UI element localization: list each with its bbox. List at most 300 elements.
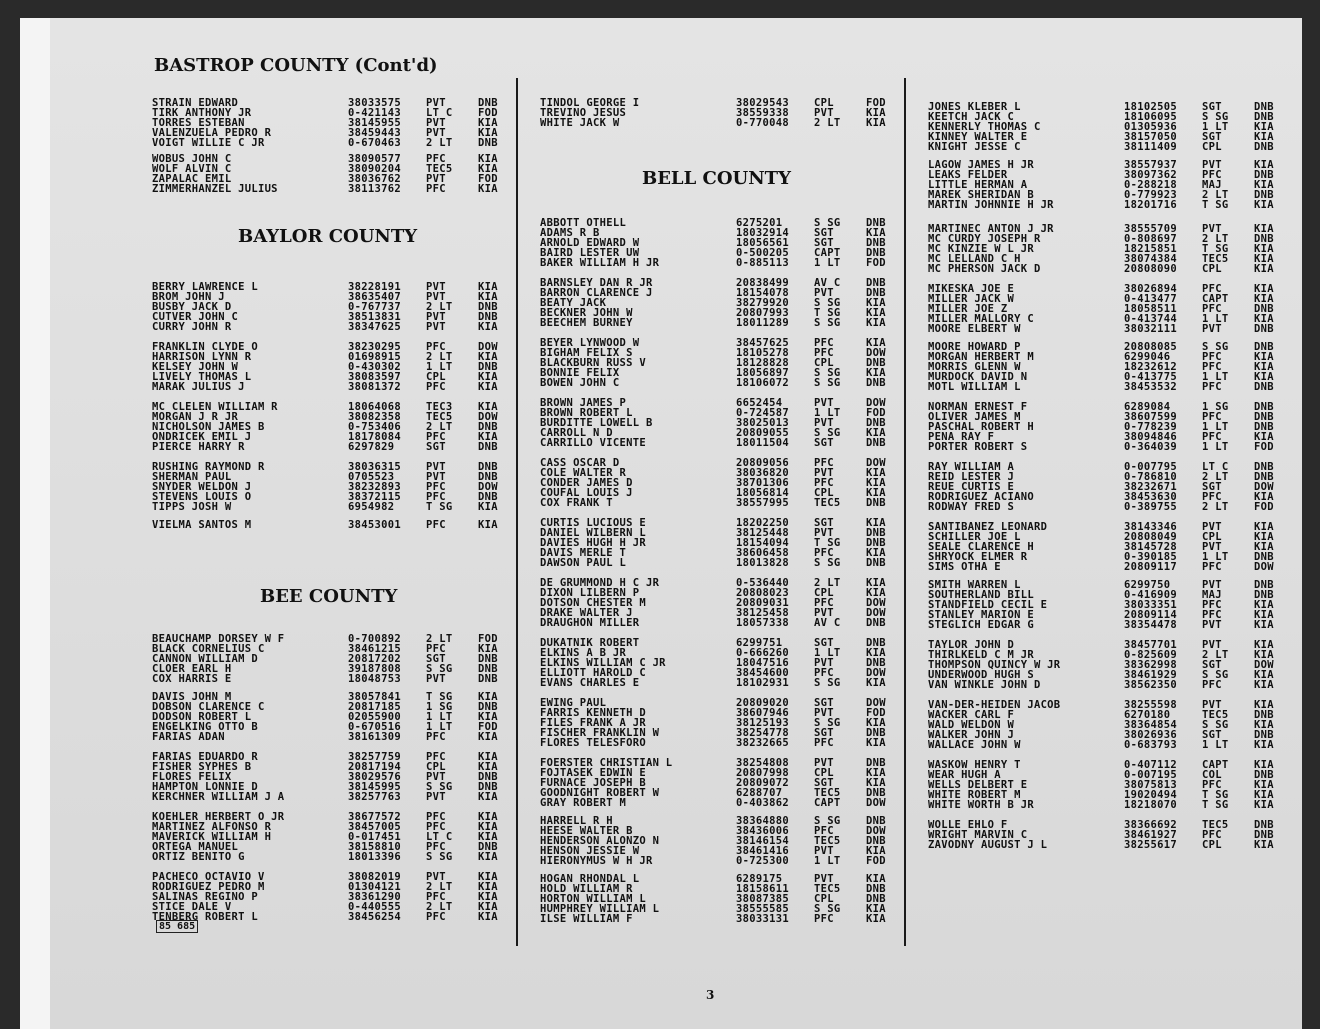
rank: PFC bbox=[1202, 304, 1222, 314]
serial-number: 38094846 bbox=[1124, 432, 1177, 442]
status: DNB bbox=[1254, 770, 1274, 780]
serial-number: 38457005 bbox=[348, 822, 401, 832]
rank: CPL bbox=[426, 762, 446, 772]
status: DNB bbox=[1254, 730, 1274, 740]
name: SALINAS REGINO P bbox=[152, 892, 258, 902]
status: KIA bbox=[866, 318, 886, 328]
rank: SGT bbox=[814, 518, 834, 528]
name: MC KINZIE W L JR bbox=[928, 244, 1034, 254]
name: WELLS DELBERT E bbox=[928, 780, 1028, 790]
status: KIA bbox=[866, 738, 886, 748]
name: KENNERLY THOMAS C bbox=[928, 122, 1041, 132]
status: KIA bbox=[478, 322, 498, 332]
name: MARAK JULIUS J bbox=[152, 382, 245, 392]
rank: 2 LT bbox=[426, 882, 453, 892]
status: DNB bbox=[1254, 710, 1274, 720]
serial-number: 38454600 bbox=[736, 668, 789, 678]
casualty-group bbox=[540, 458, 906, 508]
casualty-row bbox=[540, 874, 906, 884]
serial-number: 38025013 bbox=[736, 418, 789, 428]
name: BIGHAM FELIX S bbox=[540, 348, 633, 358]
name: WHITE WORTH B JR bbox=[928, 800, 1034, 810]
rank: PVT bbox=[426, 98, 446, 108]
rank: PVT bbox=[426, 792, 446, 802]
serial-number: 38255598 bbox=[1124, 700, 1177, 710]
serial-number: 38090577 bbox=[348, 154, 401, 164]
rank: PFC bbox=[426, 752, 446, 762]
status: KIA bbox=[478, 118, 498, 128]
status: DNB bbox=[1254, 142, 1274, 152]
casualty-row bbox=[152, 108, 518, 118]
status: KIA bbox=[866, 308, 886, 318]
status: KIA bbox=[866, 718, 886, 728]
casualty-row bbox=[152, 312, 518, 322]
name: TIPPS JOSH W bbox=[152, 502, 232, 512]
rank: S SG bbox=[1202, 670, 1229, 680]
name: KELSEY JOHN W bbox=[152, 362, 239, 372]
rank: SGT bbox=[1202, 482, 1222, 492]
name: ZAPALAC EMIL bbox=[152, 174, 232, 184]
casualty-row bbox=[540, 768, 906, 778]
rank: LT C bbox=[1202, 462, 1229, 472]
rank: PFC bbox=[426, 382, 446, 392]
status: KIA bbox=[1254, 840, 1274, 850]
rank: CAPT bbox=[814, 798, 841, 808]
name: BOWEN JOHN C bbox=[540, 378, 620, 388]
casualty-row bbox=[540, 678, 906, 688]
serial-number: 38111409 bbox=[1124, 142, 1177, 152]
status: DNB bbox=[866, 378, 886, 388]
rank: PVT bbox=[814, 658, 834, 668]
serial-number: 0-683793 bbox=[1124, 740, 1177, 750]
name: MOORE HOWARD P bbox=[928, 342, 1021, 352]
status: KIA bbox=[478, 812, 498, 822]
casualty-group bbox=[540, 338, 906, 388]
name: STANLEY MARION E bbox=[928, 610, 1034, 620]
casualty-row bbox=[540, 884, 906, 894]
casualty-row bbox=[152, 432, 518, 442]
serial-number: 38453001 bbox=[348, 520, 401, 530]
status: DNB bbox=[866, 288, 886, 298]
name: GRAY ROBERT M bbox=[540, 798, 627, 808]
status: DNB bbox=[1254, 462, 1274, 472]
name: WOLLE EHLO F bbox=[928, 820, 1008, 830]
rank: PVT bbox=[426, 174, 446, 184]
serial-number: 0-770048 bbox=[736, 118, 789, 128]
casualty-group bbox=[152, 692, 518, 742]
status: DOW bbox=[478, 342, 498, 352]
status: DOW bbox=[1254, 562, 1274, 572]
status: DOW bbox=[866, 398, 886, 408]
file-stamp: 85 685 bbox=[156, 920, 198, 933]
page-number: 3 bbox=[706, 988, 715, 1002]
serial-number: 0-390185 bbox=[1124, 552, 1177, 562]
rank: SGT bbox=[814, 238, 834, 248]
serial-number: 38461416 bbox=[736, 846, 789, 856]
rank: PFC bbox=[1202, 492, 1222, 502]
rank: S SG bbox=[814, 904, 841, 914]
county-heading: BAYLOR COUNTY bbox=[238, 226, 418, 247]
serial-number: 38513831 bbox=[348, 312, 401, 322]
status: DNB bbox=[1254, 342, 1274, 352]
casualty-row bbox=[928, 610, 1294, 620]
casualty-row bbox=[152, 502, 518, 512]
casualty-row bbox=[152, 352, 518, 362]
rank: AV C bbox=[814, 618, 841, 628]
casualty-row bbox=[152, 322, 518, 332]
serial-number: 6288707 bbox=[736, 788, 783, 798]
serial-number: 0-413744 bbox=[1124, 314, 1177, 324]
serial-number: 38361290 bbox=[348, 892, 401, 902]
status: DNB bbox=[866, 658, 886, 668]
name: DAVIS MERLE T bbox=[540, 548, 627, 558]
serial-number: 6299751 bbox=[736, 638, 783, 648]
casualty-row bbox=[540, 218, 906, 228]
casualty-row bbox=[928, 650, 1294, 660]
casualty-row bbox=[152, 422, 518, 432]
casualty-group bbox=[540, 218, 906, 268]
rank: T SG bbox=[1202, 200, 1229, 210]
county-heading: BEE COUNTY bbox=[260, 586, 398, 607]
name: ELKINS WILLIAM C JR bbox=[540, 658, 666, 668]
serial-number: 6289175 bbox=[736, 874, 783, 884]
casualty-row bbox=[928, 112, 1294, 122]
rank: 1 LT bbox=[814, 648, 841, 658]
status: KIA bbox=[1254, 740, 1274, 750]
name: FLORES TELESFORO bbox=[540, 738, 646, 748]
name: VALENZUELA PEDRO R bbox=[152, 128, 272, 138]
status: DOW bbox=[478, 412, 498, 422]
casualty-row bbox=[540, 428, 906, 438]
serial-number: 38029576 bbox=[348, 772, 401, 782]
casualty-row bbox=[152, 654, 518, 664]
status: KIA bbox=[1254, 680, 1274, 690]
serial-number: 20809117 bbox=[1124, 562, 1177, 572]
name: CUTVER JOHN C bbox=[152, 312, 239, 322]
rank: 1 LT bbox=[1202, 552, 1229, 562]
casualty-row bbox=[152, 852, 518, 862]
rank: 1 LT bbox=[814, 408, 841, 418]
name: WOLF ALVIN C bbox=[152, 164, 232, 174]
casualty-row bbox=[928, 790, 1294, 800]
status: KIA bbox=[866, 778, 886, 788]
name: FRANKLIN CLYDE O bbox=[152, 342, 258, 352]
name: ABBOTT OTHELL bbox=[540, 218, 627, 228]
rank: PFC bbox=[1202, 432, 1222, 442]
rank: S SG bbox=[814, 816, 841, 826]
serial-number: 20807998 bbox=[736, 768, 789, 778]
serial-number: 01698915 bbox=[348, 352, 401, 362]
status: DNB bbox=[866, 758, 886, 768]
name: PASCHAL ROBERT H bbox=[928, 422, 1034, 432]
casualty-row bbox=[540, 846, 906, 856]
status: KIA bbox=[866, 904, 886, 914]
status: KIA bbox=[1254, 314, 1274, 324]
serial-number: 6954982 bbox=[348, 502, 395, 512]
casualty-row bbox=[152, 492, 518, 502]
casualty-row bbox=[540, 498, 906, 508]
serial-number: 0-288218 bbox=[1124, 180, 1177, 190]
serial-number: 38113762 bbox=[348, 184, 401, 194]
name: MAVERICK WILLIAM H bbox=[152, 832, 272, 842]
status: DNB bbox=[866, 498, 886, 508]
rank: 1 LT bbox=[1202, 122, 1229, 132]
rank: PVT bbox=[814, 708, 834, 718]
serial-number: 0-670463 bbox=[348, 138, 401, 148]
serial-number: 18154078 bbox=[736, 288, 789, 298]
status: KIA bbox=[478, 184, 498, 194]
casualty-row bbox=[928, 342, 1294, 352]
status: DNB bbox=[1254, 422, 1274, 432]
name: ARNOLD EDWARD W bbox=[540, 238, 640, 248]
casualty-row bbox=[152, 382, 518, 392]
casualty-row bbox=[540, 758, 906, 768]
status: DNB bbox=[1254, 112, 1274, 122]
status: DNB bbox=[478, 702, 498, 712]
status: DNB bbox=[478, 472, 498, 482]
casualty-row bbox=[928, 284, 1294, 294]
status: KIA bbox=[478, 892, 498, 902]
status: DNB bbox=[1254, 830, 1274, 840]
status: DNB bbox=[866, 836, 886, 846]
name: EWING PAUL bbox=[540, 698, 607, 708]
rank: CPL bbox=[1202, 840, 1222, 850]
casualty-row bbox=[152, 762, 518, 772]
status: DNB bbox=[866, 894, 886, 904]
serial-number: 39187808 bbox=[348, 664, 401, 674]
rank: PVT bbox=[1202, 324, 1222, 334]
status: DOW bbox=[1254, 482, 1274, 492]
casualty-group bbox=[540, 578, 906, 628]
name: RUSHING RAYMOND R bbox=[152, 462, 265, 472]
serial-number: 0-808697 bbox=[1124, 234, 1177, 244]
casualty-row bbox=[152, 164, 518, 174]
status: DOW bbox=[478, 482, 498, 492]
casualty-row bbox=[928, 740, 1294, 750]
status: DNB bbox=[866, 248, 886, 258]
status: KIA bbox=[478, 164, 498, 174]
casualty-group bbox=[928, 640, 1294, 690]
status: DNB bbox=[866, 816, 886, 826]
serial-number: 0-786810 bbox=[1124, 472, 1177, 482]
casualty-group bbox=[152, 462, 518, 512]
rank: COL bbox=[1202, 770, 1222, 780]
casualty-group bbox=[928, 700, 1294, 750]
serial-number: 38230295 bbox=[348, 342, 401, 352]
casualty-group bbox=[152, 282, 518, 332]
serial-number: 18102931 bbox=[736, 678, 789, 688]
name: MARTIN JOHNNIE H JR bbox=[928, 200, 1054, 210]
serial-number: 38146154 bbox=[736, 836, 789, 846]
status: DNB bbox=[866, 618, 886, 628]
name: MILLER JOE Z bbox=[928, 304, 1008, 314]
name: KERCHNER WILLIAM J A bbox=[152, 792, 285, 802]
status: DOW bbox=[866, 348, 886, 358]
name: MILLER MALLORY C bbox=[928, 314, 1034, 324]
rank: 2 LT bbox=[1202, 234, 1229, 244]
casualty-row bbox=[928, 730, 1294, 740]
rank: CPL bbox=[814, 488, 834, 498]
casualty-row bbox=[928, 800, 1294, 810]
casualty-row bbox=[540, 778, 906, 788]
rank: MAJ bbox=[1202, 180, 1222, 190]
status: DOW bbox=[866, 608, 886, 618]
rank: SGT bbox=[1202, 730, 1222, 740]
status: KIA bbox=[1254, 600, 1274, 610]
serial-number: 18064068 bbox=[348, 402, 401, 412]
status: DOW bbox=[866, 798, 886, 808]
casualty-row bbox=[928, 362, 1294, 372]
status: FOD bbox=[478, 722, 498, 732]
serial-number: 6299750 bbox=[1124, 580, 1171, 590]
status: DNB bbox=[1254, 190, 1274, 200]
serial-number: 38033351 bbox=[1124, 600, 1177, 610]
serial-number: 38562350 bbox=[1124, 680, 1177, 690]
status: KIA bbox=[1254, 522, 1274, 532]
casualty-row bbox=[928, 190, 1294, 200]
casualty-row bbox=[540, 698, 906, 708]
status: KIA bbox=[478, 692, 498, 702]
casualty-row bbox=[928, 532, 1294, 542]
casualty-row bbox=[152, 472, 518, 482]
serial-number: 6270180 bbox=[1124, 710, 1171, 720]
rank: S SG bbox=[426, 852, 453, 862]
name: BEATY JACK bbox=[540, 298, 607, 308]
rank: PFC bbox=[426, 154, 446, 164]
casualty-row bbox=[928, 432, 1294, 442]
casualty-group bbox=[928, 760, 1294, 810]
rank: SGT bbox=[814, 698, 834, 708]
casualty-row bbox=[540, 836, 906, 846]
status: FOD bbox=[866, 98, 886, 108]
serial-number: 38459443 bbox=[348, 128, 401, 138]
casualty-row bbox=[540, 738, 906, 748]
name: FLORES FELIX bbox=[152, 772, 232, 782]
status: KIA bbox=[478, 792, 498, 802]
name: MORRIS GLENN W bbox=[928, 362, 1021, 372]
casualty-row bbox=[152, 402, 518, 412]
serial-number: 38232893 bbox=[348, 482, 401, 492]
name: SIMS OTHA E bbox=[928, 562, 1001, 572]
serial-number: 18056814 bbox=[736, 488, 789, 498]
rank: TEC5 bbox=[426, 412, 453, 422]
casualty-row bbox=[152, 174, 518, 184]
rank: CPL bbox=[1202, 264, 1222, 274]
serial-number: 38082358 bbox=[348, 412, 401, 422]
status: DNB bbox=[866, 358, 886, 368]
name: SCHILLER JOE L bbox=[928, 532, 1021, 542]
rank: PFC bbox=[814, 598, 834, 608]
casualty-group bbox=[928, 462, 1294, 512]
rank: PVT bbox=[814, 108, 834, 118]
status: DNB bbox=[1254, 580, 1274, 590]
serial-number: 0-536440 bbox=[736, 578, 789, 588]
name: MOTL WILLIAM L bbox=[928, 382, 1021, 392]
serial-number: 18158611 bbox=[736, 884, 789, 894]
status: DNB bbox=[866, 638, 886, 648]
name: REUE CURTIS E bbox=[928, 482, 1015, 492]
status: KIA bbox=[478, 644, 498, 654]
rank: S SG bbox=[814, 678, 841, 688]
status: KIA bbox=[866, 578, 886, 588]
name: NICHOLSON JAMES B bbox=[152, 422, 265, 432]
rank: 2 LT bbox=[814, 118, 841, 128]
serial-number: 38279920 bbox=[736, 298, 789, 308]
rank: PFC bbox=[426, 492, 446, 502]
status: DNB bbox=[478, 422, 498, 432]
casualty-row bbox=[540, 788, 906, 798]
status: KIA bbox=[478, 154, 498, 164]
serial-number: 0-430302 bbox=[348, 362, 401, 372]
casualty-row bbox=[152, 782, 518, 792]
status: KIA bbox=[866, 228, 886, 238]
serial-number: 20808085 bbox=[1124, 342, 1177, 352]
name: WALD WELDON W bbox=[928, 720, 1015, 730]
rank: 1 LT bbox=[426, 712, 453, 722]
rank: PVT bbox=[426, 282, 446, 292]
name: HUMPHREY WILLIAM L bbox=[540, 904, 660, 914]
serial-number: 18178084 bbox=[348, 432, 401, 442]
name: TIRK ANTHONY JR bbox=[152, 108, 252, 118]
rank: PFC bbox=[1202, 284, 1222, 294]
serial-number: 38372115 bbox=[348, 492, 401, 502]
rank: TEC5 bbox=[814, 884, 841, 894]
status: KIA bbox=[1254, 492, 1274, 502]
casualty-row bbox=[152, 118, 518, 128]
name: MARTINEC ANTON J JR bbox=[928, 224, 1054, 234]
serial-number: 38677572 bbox=[348, 812, 401, 822]
rank: 2 LT bbox=[1202, 472, 1229, 482]
casualty-row bbox=[152, 732, 518, 742]
casualty-row bbox=[540, 298, 906, 308]
casualty-group bbox=[928, 160, 1294, 210]
serial-number: 20809072 bbox=[736, 778, 789, 788]
casualty-row bbox=[928, 670, 1294, 680]
casualty-row bbox=[540, 816, 906, 826]
status: KIA bbox=[866, 338, 886, 348]
serial-number: 38254778 bbox=[736, 728, 789, 738]
rank: PFC bbox=[1202, 382, 1222, 392]
casualty-row bbox=[928, 680, 1294, 690]
status: FOD bbox=[478, 634, 498, 644]
serial-number: 20817194 bbox=[348, 762, 401, 772]
casualty-row bbox=[540, 558, 906, 568]
status: KIA bbox=[478, 902, 498, 912]
rank: PVT bbox=[814, 874, 834, 884]
name: DAVIS JOHN M bbox=[152, 692, 232, 702]
rank: PFC bbox=[1202, 562, 1222, 572]
status: DNB bbox=[866, 218, 886, 228]
rank: SGT bbox=[1202, 132, 1222, 142]
serial-number: 18032914 bbox=[736, 228, 789, 238]
rank: PVT bbox=[426, 322, 446, 332]
status: DNB bbox=[866, 418, 886, 428]
casualty-row bbox=[540, 904, 906, 914]
rank: SGT bbox=[1202, 660, 1222, 670]
casualty-row bbox=[540, 668, 906, 678]
serial-number: 6297829 bbox=[348, 442, 395, 452]
status: DOW bbox=[866, 458, 886, 468]
name: CURRY JOHN R bbox=[152, 322, 232, 332]
rank: 1 LT bbox=[426, 722, 453, 732]
name: CURTIS LUCIOUS E bbox=[540, 518, 646, 528]
rank: S SG bbox=[814, 718, 841, 728]
name: PORTER ROBERT S bbox=[928, 442, 1028, 452]
casualty-row bbox=[540, 318, 906, 328]
serial-number: 02055900 bbox=[348, 712, 401, 722]
rank: TEC5 bbox=[1202, 820, 1229, 830]
rank: PFC bbox=[814, 348, 834, 358]
